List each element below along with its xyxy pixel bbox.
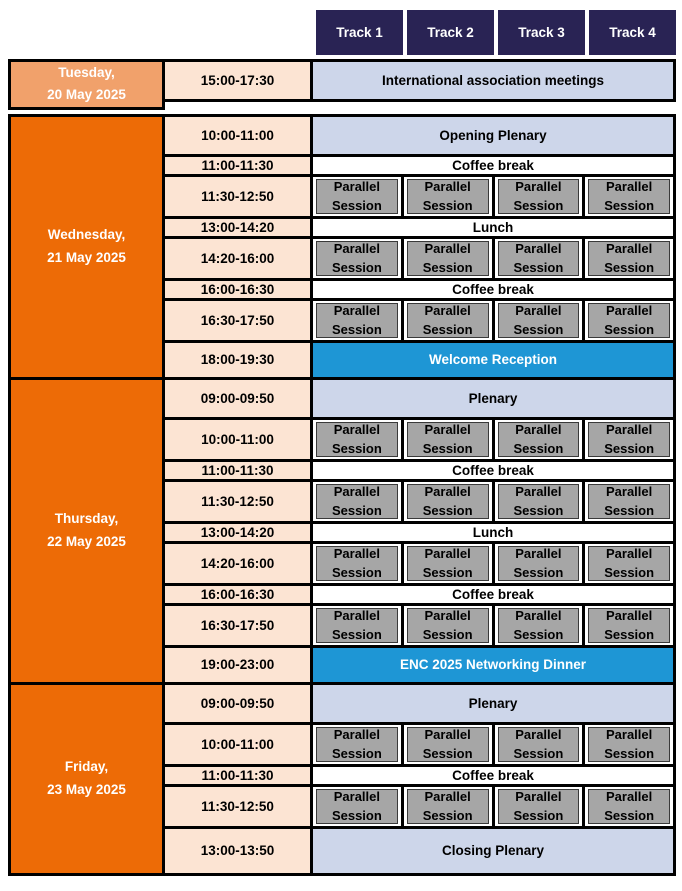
parallel-session-cell: [492, 722, 586, 767]
parallel-session-line1: Parallel: [605, 422, 653, 438]
schedule-row: [162, 59, 676, 102]
track-header-row: [316, 10, 676, 55]
parallel-session-line1: Parallel: [424, 546, 471, 562]
event-cell: Welcome Reception: [310, 340, 676, 380]
parallel-session-line1: Parallel: [605, 303, 653, 319]
day-section-thursday: [8, 377, 676, 685]
schedule-row: [162, 784, 676, 829]
parallel-session-box: [316, 303, 398, 338]
day-rows: [162, 59, 676, 110]
break-cell: Coffee break: [310, 278, 676, 301]
parallel-session-line1: Parallel: [515, 241, 562, 257]
parallel-session-line2: Session: [422, 198, 473, 214]
parallel-session-cell: [401, 722, 495, 767]
parallel-session-line2: Session: [513, 503, 564, 519]
parallel-session-box: [407, 546, 489, 581]
parallel-session-line2: Session: [422, 260, 473, 276]
parallel-session-cell: [401, 603, 495, 648]
day-section-wednesday: [8, 114, 676, 380]
parallel-session-cell: [401, 236, 495, 281]
parallel-session-line2: Session: [513, 322, 564, 338]
parallel-session-line1: Parallel: [333, 546, 380, 562]
break-cell: Coffee break: [310, 154, 676, 177]
parallel-session-box: [588, 179, 670, 214]
time-cell: 09:00-09:50: [162, 377, 313, 420]
day-cell: [8, 59, 165, 110]
parallel-session-line1: Parallel: [515, 422, 562, 438]
schedule-row: [162, 826, 676, 876]
parallel-session-cell: [582, 298, 676, 343]
parallel-session-line1: Parallel: [424, 179, 471, 195]
parallel-session-line1: Parallel: [424, 608, 471, 624]
parallel-session-cell: [310, 541, 404, 586]
parallel-session-cell: [310, 417, 404, 462]
break-cell: Coffee break: [310, 764, 676, 787]
parallel-session-box: [498, 484, 580, 519]
parallel-session-line2: Session: [422, 503, 473, 519]
parallel-session-line1: Parallel: [333, 608, 380, 624]
day-rows: [162, 114, 676, 380]
parallel-session-line1: Parallel: [515, 608, 562, 624]
parallel-session-line2: Session: [513, 198, 564, 214]
plenary-cell: Plenary: [310, 682, 676, 725]
time-cell: 11:00-11:30: [162, 764, 313, 787]
parallel-session-line2: Session: [422, 441, 473, 457]
break-cell: Lunch: [310, 521, 676, 544]
break-cell: Lunch: [310, 216, 676, 239]
parallel-session-line2: Session: [422, 808, 473, 824]
day-rows: [162, 377, 676, 685]
parallel-session-line2: Session: [331, 503, 382, 519]
parallel-session-line1: Parallel: [333, 727, 380, 743]
parallel-session-line1: Parallel: [424, 303, 471, 319]
parallel-session-cell: [492, 479, 586, 524]
schedule-row: [162, 377, 676, 420]
parallel-session-cell: [582, 236, 676, 281]
parallel-session-cell: [492, 784, 586, 829]
parallel-session-line2: Session: [422, 627, 473, 643]
parallel-session-cell: [310, 784, 404, 829]
day-date: 21 May 2025: [47, 249, 126, 265]
parallel-session-line1: Parallel: [424, 727, 471, 743]
parallel-session-line1: Parallel: [333, 303, 380, 319]
schedule-row: [162, 603, 676, 648]
parallel-session-line2: Session: [513, 441, 564, 457]
parallel-session-cell: [401, 298, 495, 343]
parallel-session-line2: Session: [513, 746, 564, 762]
parallel-session-box: [316, 241, 398, 276]
track-header-3: Track 3: [498, 10, 585, 55]
parallel-session-cell: [582, 784, 676, 829]
time-cell: 19:00-23:00: [162, 645, 313, 685]
day-name: Thursday,: [54, 511, 119, 527]
track-header-1: Track 1: [316, 10, 403, 55]
parallel-session-box: [498, 727, 580, 762]
day-date: 23 May 2025: [47, 781, 126, 797]
parallel-session-line2: Session: [331, 627, 382, 643]
schedule-row: [162, 236, 676, 281]
time-cell: 16:00-16:30: [162, 278, 313, 301]
parallel-session-box: [588, 303, 670, 338]
parallel-session-box: [407, 303, 489, 338]
parallel-session-line2: Session: [331, 808, 382, 824]
time-cell: 11:30-12:50: [162, 479, 313, 524]
time-cell: 16:30-17:50: [162, 603, 313, 648]
parallel-session-line2: Session: [604, 260, 655, 276]
parallel-session-cell: [492, 298, 586, 343]
schedule-row: [162, 114, 676, 157]
parallel-session-cell: [582, 417, 676, 462]
parallel-session-box: [588, 608, 670, 643]
schedule-body: [8, 59, 676, 876]
day-section-tuesday: [8, 59, 676, 110]
time-cell: 09:00-09:50: [162, 682, 313, 725]
parallel-session-cell: [492, 174, 586, 219]
schedule-row: [162, 340, 676, 380]
parallel-session-line2: Session: [331, 198, 382, 214]
parallel-session-box: [407, 789, 489, 824]
parallel-session-box: [316, 789, 398, 824]
day-name: Tuesday,: [58, 65, 115, 80]
parallel-session-box: [407, 608, 489, 643]
parallel-session-box: [316, 727, 398, 762]
parallel-session-cell: [492, 541, 586, 586]
day-cell: [8, 377, 165, 685]
parallel-session-line2: Session: [604, 565, 655, 581]
parallel-session-line2: Session: [422, 746, 473, 762]
day-cell: [8, 682, 165, 876]
parallel-session-line1: Parallel: [515, 303, 562, 319]
parallel-session-cell: [582, 174, 676, 219]
time-cell: 15:00-17:30: [162, 59, 313, 102]
parallel-session-line1: Parallel: [333, 789, 380, 805]
parallel-session-line2: Session: [422, 565, 473, 581]
time-cell: 16:00-16:30: [162, 583, 313, 606]
break-cell: Coffee break: [310, 583, 676, 606]
parallel-session-cell: [310, 174, 404, 219]
track-header-2: Track 2: [407, 10, 494, 55]
parallel-session-box: [316, 546, 398, 581]
day-date: 20 May 2025: [47, 87, 126, 103]
schedule-row: [162, 417, 676, 462]
parallel-session-box: [498, 546, 580, 581]
parallel-session-line2: Session: [604, 503, 655, 519]
time-cell: 16:30-17:50: [162, 298, 313, 343]
schedule-row: [162, 541, 676, 586]
plenary-cell: International association meetings: [310, 59, 676, 102]
parallel-session-line1: Parallel: [515, 727, 562, 743]
parallel-session-cell: [582, 722, 676, 767]
parallel-session-line1: Parallel: [605, 789, 653, 805]
parallel-session-line2: Session: [604, 322, 655, 338]
parallel-session-box: [407, 727, 489, 762]
parallel-session-cell: [582, 479, 676, 524]
parallel-session-box: [588, 241, 670, 276]
parallel-session-box: [316, 422, 398, 457]
parallel-session-cell: [310, 603, 404, 648]
parallel-session-box: [588, 727, 670, 762]
parallel-session-cell: [582, 541, 676, 586]
parallel-session-line2: Session: [604, 441, 655, 457]
parallel-session-box: [407, 484, 489, 519]
plenary-cell: Opening Plenary: [310, 114, 676, 157]
time-cell: 13:00-13:50: [162, 826, 313, 876]
parallel-session-line2: Session: [513, 627, 564, 643]
parallel-session-cell: [492, 236, 586, 281]
time-cell: 11:30-12:50: [162, 174, 313, 219]
parallel-session-box: [498, 608, 580, 643]
day-name: Friday,: [64, 759, 109, 775]
time-cell: 11:00-11:30: [162, 154, 313, 177]
parallel-session-line1: Parallel: [515, 789, 562, 805]
plenary-cell: Closing Plenary: [310, 826, 676, 876]
parallel-session-line1: Parallel: [605, 179, 653, 195]
parallel-session-line1: Parallel: [605, 241, 653, 257]
parallel-session-line1: Parallel: [605, 608, 653, 624]
parallel-session-line2: Session: [422, 322, 473, 338]
parallel-session-line2: Session: [331, 746, 382, 762]
schedule-row: [162, 479, 676, 524]
parallel-session-line2: Session: [331, 565, 382, 581]
parallel-session-line1: Parallel: [333, 241, 380, 257]
time-cell: 13:00-14:20: [162, 521, 313, 544]
time-cell: 10:00-11:00: [162, 722, 313, 767]
parallel-session-box: [316, 608, 398, 643]
parallel-session-cell: [310, 298, 404, 343]
parallel-session-cell: [310, 722, 404, 767]
parallel-session-box: [588, 546, 670, 581]
schedule-row: [162, 645, 676, 685]
schedule-row: [162, 722, 676, 767]
parallel-session-cell: [401, 174, 495, 219]
parallel-session-cell: [401, 541, 495, 586]
parallel-session-line2: Session: [604, 746, 655, 762]
parallel-session-line1: Parallel: [515, 179, 562, 195]
schedule-row: [162, 174, 676, 219]
parallel-session-box: [498, 422, 580, 457]
parallel-session-box: [316, 179, 398, 214]
parallel-session-line2: Session: [604, 808, 655, 824]
parallel-session-line2: Session: [331, 322, 382, 338]
parallel-session-cell: [310, 236, 404, 281]
parallel-session-line1: Parallel: [605, 484, 653, 500]
parallel-session-box: [588, 422, 670, 457]
time-cell: 14:20-16:00: [162, 541, 313, 586]
time-cell: 10:00-11:00: [162, 417, 313, 462]
time-cell: 14:20-16:00: [162, 236, 313, 281]
time-cell: 13:00-14:20: [162, 216, 313, 239]
parallel-session-line2: Session: [513, 260, 564, 276]
schedule-row: [162, 682, 676, 725]
parallel-session-line1: Parallel: [333, 422, 380, 438]
track-header-4: Track 4: [589, 10, 676, 55]
day-date: 22 May 2025: [47, 533, 126, 549]
parallel-session-line2: Session: [604, 627, 655, 643]
parallel-session-box: [588, 484, 670, 519]
parallel-session-line1: Parallel: [515, 546, 562, 562]
parallel-session-cell: [401, 417, 495, 462]
parallel-session-box: [407, 422, 489, 457]
parallel-session-line2: Session: [331, 260, 382, 276]
parallel-session-box: [407, 179, 489, 214]
parallel-session-box: [316, 484, 398, 519]
day-rows: [162, 682, 676, 876]
parallel-session-line1: Parallel: [424, 484, 471, 500]
plenary-cell: Plenary: [310, 377, 676, 420]
parallel-session-cell: [401, 479, 495, 524]
parallel-session-line1: Parallel: [333, 484, 380, 500]
parallel-session-line2: Session: [513, 565, 564, 581]
parallel-session-line2: Session: [331, 441, 382, 457]
parallel-session-cell: [492, 603, 586, 648]
parallel-session-cell: [492, 417, 586, 462]
time-cell: 11:30-12:50: [162, 784, 313, 829]
parallel-session-line1: Parallel: [424, 789, 471, 805]
time-cell: 10:00-11:00: [162, 114, 313, 157]
parallel-session-line1: Parallel: [605, 546, 653, 562]
parallel-session-cell: [401, 784, 495, 829]
schedule-row: [162, 298, 676, 343]
day-cell: [8, 114, 165, 380]
parallel-session-line1: Parallel: [424, 422, 471, 438]
parallel-session-cell: [310, 479, 404, 524]
parallel-session-line1: Parallel: [605, 727, 653, 743]
parallel-session-line1: Parallel: [515, 484, 562, 500]
parallel-session-line2: Session: [604, 198, 655, 214]
parallel-session-cell: [582, 603, 676, 648]
parallel-session-box: [498, 179, 580, 214]
parallel-session-box: [407, 241, 489, 276]
break-cell: Coffee break: [310, 459, 676, 482]
parallel-session-line2: Session: [513, 808, 564, 824]
time-cell: 18:00-19:30: [162, 340, 313, 380]
time-cell: 11:00-11:30: [162, 459, 313, 482]
day-name: Wednesday,: [47, 227, 126, 243]
parallel-session-box: [588, 789, 670, 824]
day-section-friday: [8, 682, 676, 876]
parallel-session-box: [498, 241, 580, 276]
parallel-session-line1: Parallel: [333, 179, 380, 195]
parallel-session-box: [498, 789, 580, 824]
parallel-session-box: [498, 303, 580, 338]
event-cell: ENC 2025 Networking Dinner: [310, 645, 676, 685]
parallel-session-line1: Parallel: [424, 241, 471, 257]
